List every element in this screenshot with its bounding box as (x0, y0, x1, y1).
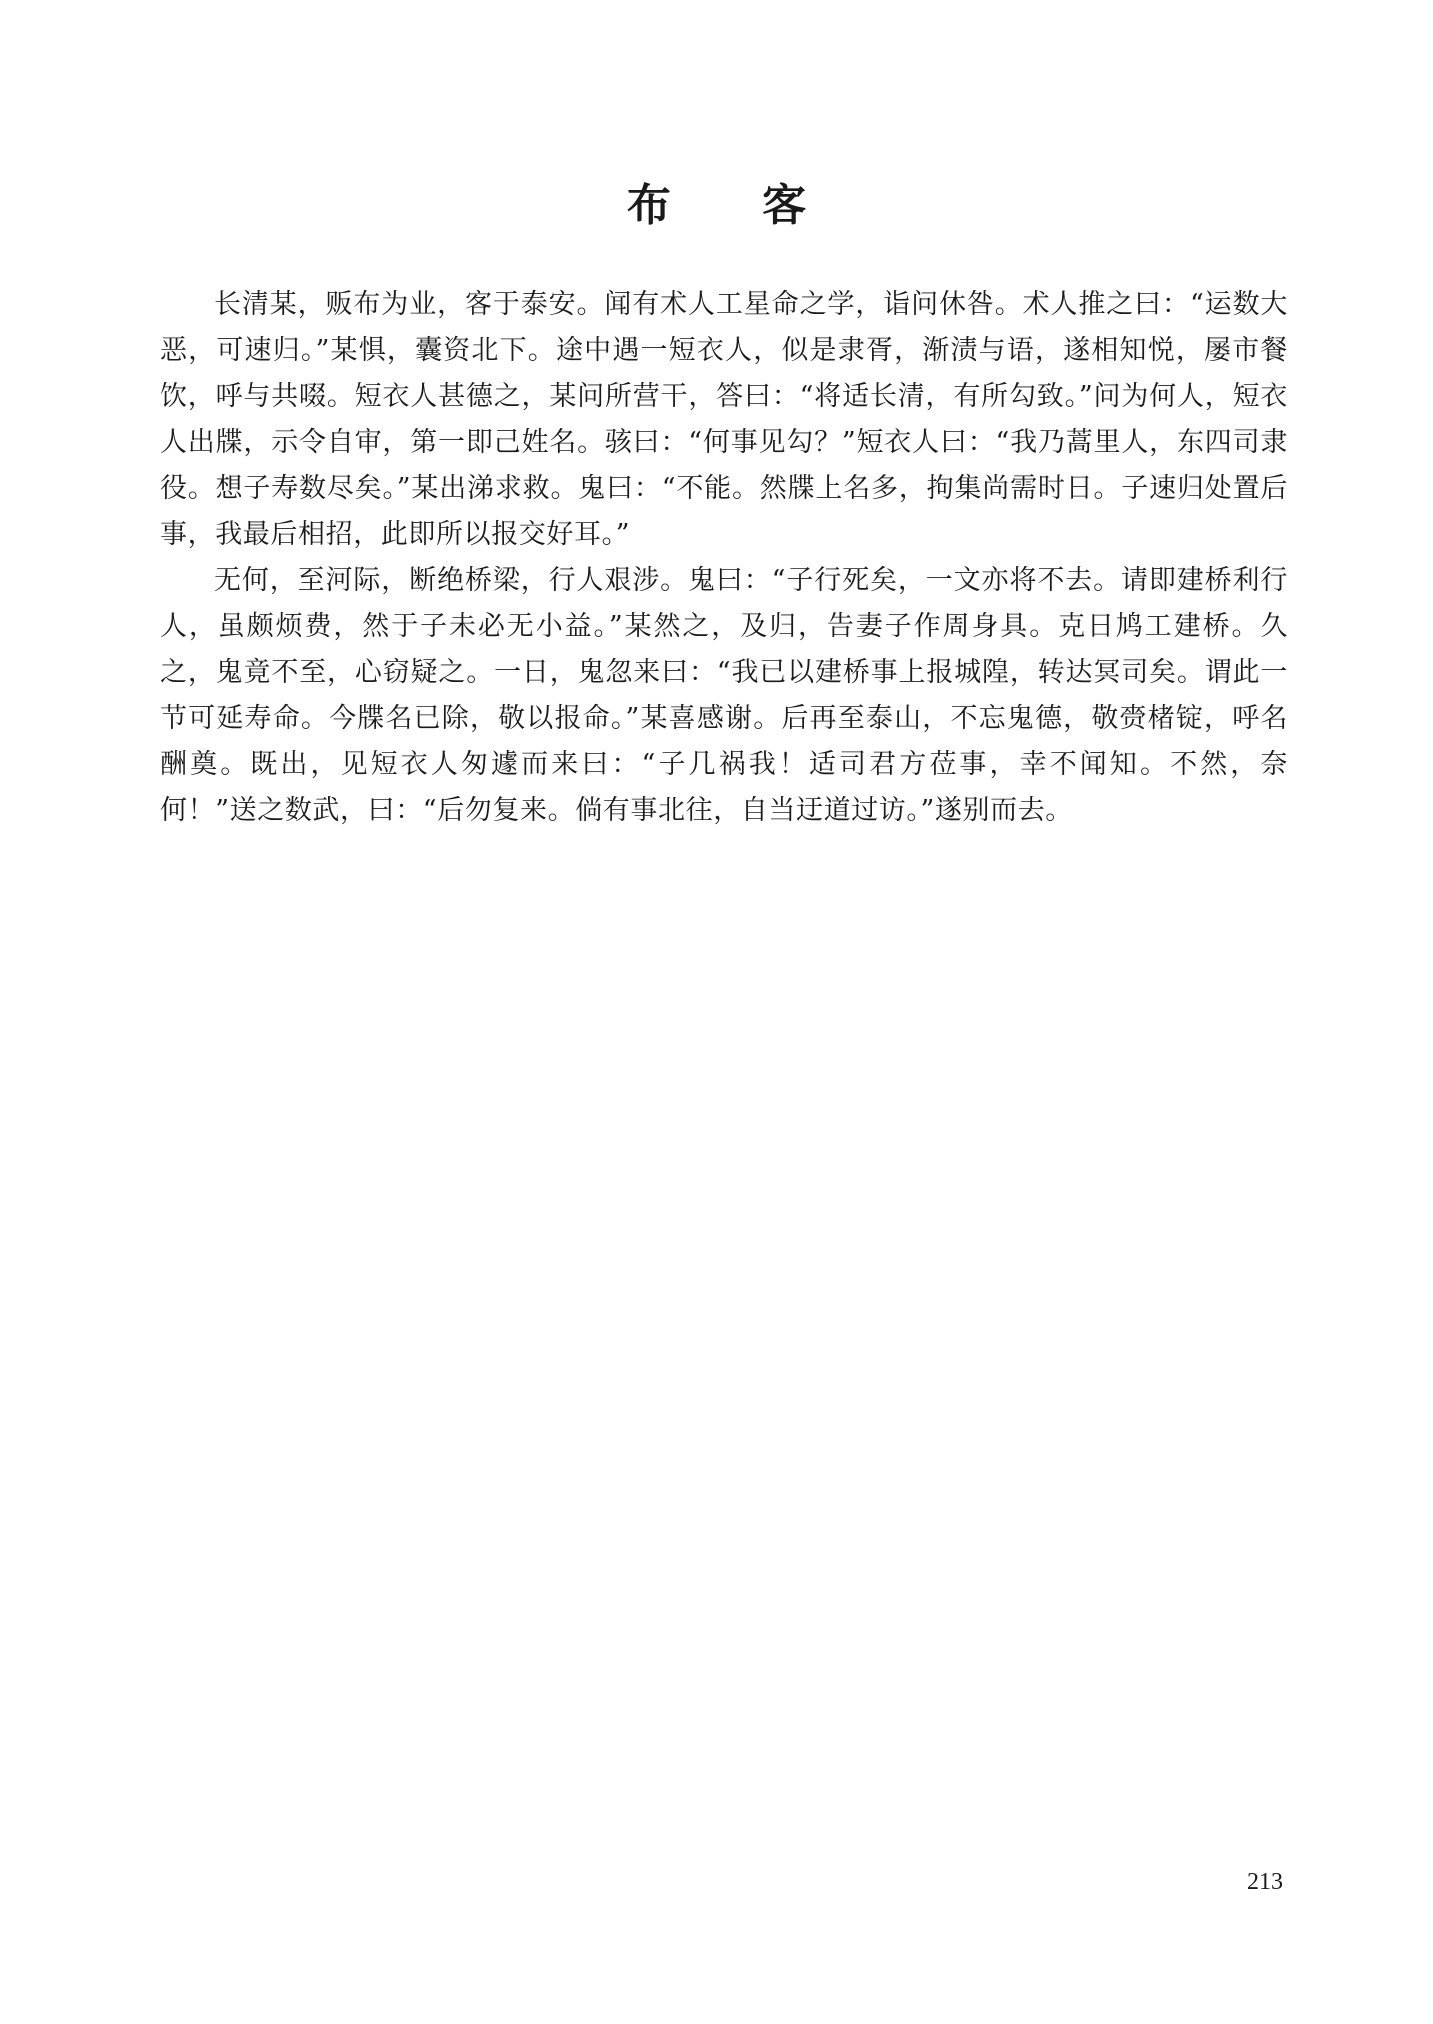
paragraph-2: 无何，至河际，断绝桥梁，行人艰涉。鬼曰：“子行死矣，一文亦将不去。请即建桥利行人，虽颇烦费，然于子未必无小益。”某然之，及归，告妻子作周身具。克日鸠工建桥。久之，鬼竟不至，心窃疑之。一日，鬼忽来曰：“我已以建桥事上报城隍，转达冥司矣。谓此一节可延寿命。今牒名已除，敬以报命。”某喜感谢。后再至泰山，不忘鬼德，敬赍楮锭，呼名酬奠。既出，见短衣人匆遽而来曰：“子几祸我！适司君方莅事，幸不闻知。不然，奈何！”送之数武，曰：“后勿复来。倘有事北往，自当迂道过访。”遂别而去。 (160, 565, 1288, 826)
page-number: 213 (1247, 1869, 1283, 1895)
paragraph-1: 长清某，贩布为业，客于泰安。闻有术人工星命之学，诣问休咎。术人推之曰：“运数大恶，可速归。”某惧，囊资北下。途中遇一短衣人，似是隶胥，渐渍与语，遂相知悦，屡市餐饮，呼与共啜。短衣人甚德之，某问所营干，答曰：“将适长清，有所勾致。”问为何人，短衣人出牒，示令自审，第一即己姓名。骇曰：“何事见勾？”短衣人曰：“我乃蒿里人，东四司隶役。想子寿数尽矣。”某出涕求救。鬼曰：“不能。然牒上名多，拘集尚需时日。子速归处置后事，我最后相招，此即所以报交好耳。” (160, 289, 1288, 550)
page-title: 布 客 (626, 180, 845, 231)
article-body (160, 282, 1288, 834)
